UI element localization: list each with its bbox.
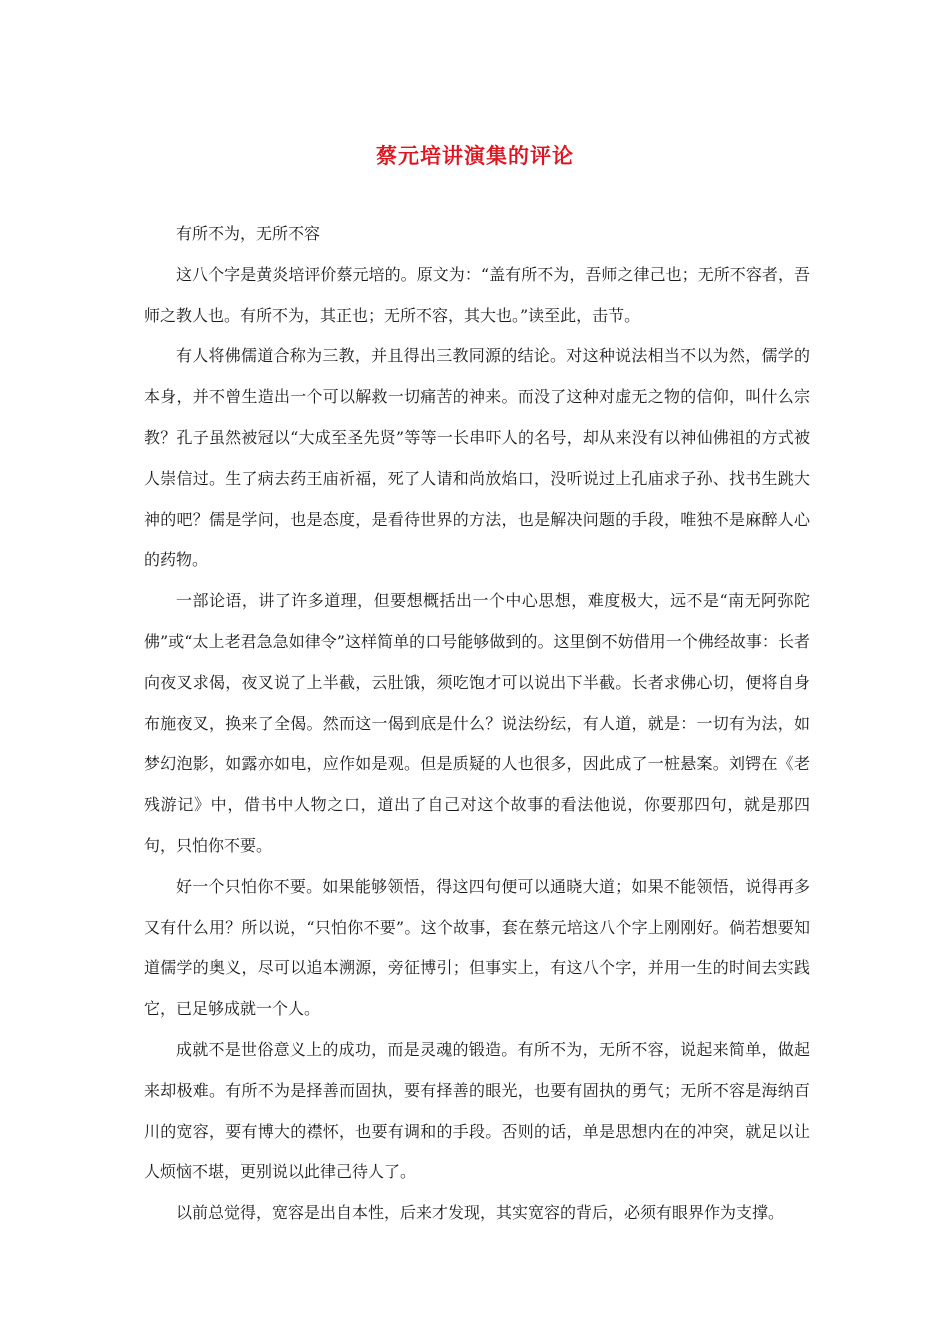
paragraph: 好一个只怕你不要。如果能够领悟，得这四句便可以通晓大道；如果不能领悟，说得再多又有什么用？所以说，“只怕你不要”。这个故事，套在蔡元培这八个字上刚刚好。倘若想要知道儒学的奥义，尽可以追本溯源，旁征博引；但事实上，有这八个字，并用一生的时间去实践它，已足够成就一个人。: [144, 876, 810, 1019]
paragraph: 有人将佛儒道合称为三教，并且得出三教同源的结论。对这种说法相当不以为然，儒学的本身，并不曾生造出一个可以解救一切痛苦的神来。而没了这种对虚无之物的信仰，叫什么宗教？孔子虽然被冠以“大成至圣先贤”等等一长串吓人的名号，却从来没有以神仙佛祖的方式被人崇信过。生了病去药王庙祈福，死了人请和尚放焰口，没听说过上孔庙求子孙、找书生跳大神的吧？儒是学问，也是态度，是看待世界的方法，也是解决问题的手段，唯独不是麻醉人心的药物。: [144, 346, 810, 570]
paragraph: 以前总觉得，宽容是出自本性，后来才发现，其实宽容的背后，必须有眼界作为支撑。: [176, 1203, 785, 1223]
paragraph: 成就不是世俗意义上的成功，而是灵魂的锻造。有所不为，无所不容，说起来简单，做起来却极难。有所不为是择善而固执，要有择善的眼光，也要有固执的勇气；无所不容是海纳百川的宽容，要有博大的襟怀，也要有调和的手段。否则的话，单是思想内在的冲突，就足以让人烦恼不堪，更别说以此律己待人了。: [144, 1039, 810, 1182]
document-title: 蔡元培讲演集的评论: [376, 144, 574, 168]
paragraph: 这八个字是黄炎培评价蔡元培的。原文为：“盖有所不为，吾师之律己也；无所不容者，吾师之教人也。有所不为，其正也；无所不容，其大也。”读至此，击节。: [144, 264, 810, 325]
document-body: [144, 214, 810, 1234]
paragraph: 一部论语，讲了许多道理，但要想概括出一个中心思想，难度极大，远不是“南无阿弥陀佛”或“太上老君急急如律令”这样简单的口号能够做到的。这里倒不妨借用一个佛经故事：长者向夜叉求偈，夜叉说了上半截，云肚饿，须吃饱才可以说出下半截。长者求佛心切，便将自身布施夜叉，换来了全偈。然而这一偈到底是什么？说法纷纭，有人道，就是：一切有为法，如梦幻泡影，如露亦如电，应作如是观。但是质疑的人也很多，因此成了一桩悬案。刘锷在《老残游记》中，借书中人物之口，道出了自己对这个故事的看法他说，你要那四句，就是那四句，只怕你不要。: [144, 591, 810, 855]
paragraph-heading: 有所不为，无所不容: [176, 224, 321, 243]
